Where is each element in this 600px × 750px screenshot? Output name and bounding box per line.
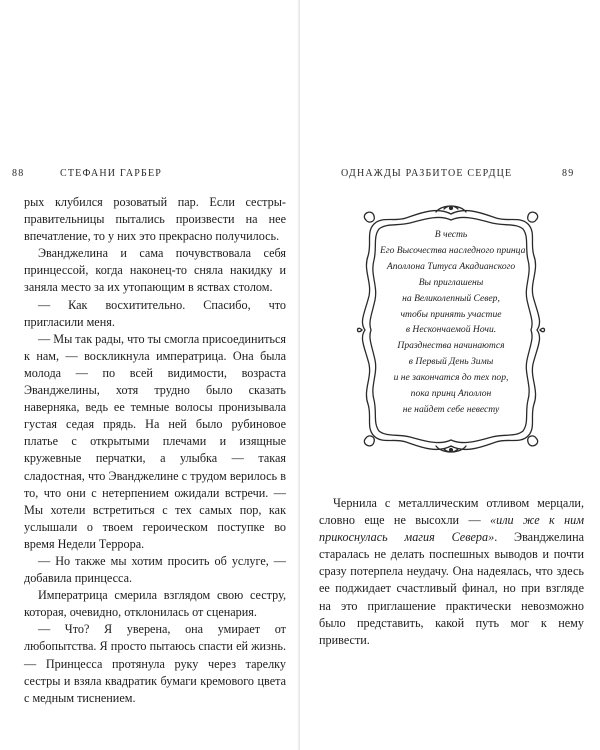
left-page-number: 88 [12,168,25,179]
invitation-line: в Первый День Зимы [408,356,494,368]
right-page-body [319,495,584,649]
invitation-line: Его Высочества наследного принца [380,244,526,256]
right-page [300,0,600,750]
invitation-line: на Великолепный Север, [402,292,500,304]
right-page-number: 89 [562,168,575,179]
invitation-card [356,204,546,454]
paragraph: Императрица смерила взглядом свою сестру, которая, очевидно, отклонилась от сценария. [24,588,286,620]
invitation-text [380,227,526,418]
paragraph: — Но также мы хотим просить об услуге, — добавила принцесса. [24,553,286,586]
left-running-head: СТЕФАНИ ГАРБЕР [60,168,163,179]
paragraph: — Мы так рады, что ты смогла присоединиться к нам, — воскликнула императрица. Она была молода — по всей видимости, возраста Эванджелины, хотя трудно было сказать наверняка, ведь ее темные волосы пронизывала густая седая прядь. На ней было рубиновое платье с открытыми плечами и изящные кружевные перчатки, а улыбка — такая сладостная, что Эванджелине с трудом верилось в то, что они с нетерпением ожидали встречи. — Мы хотели встретиться с тех самых пор, как услышали о твоем героическом поступке во время Недели Террора. [24,331,286,551]
paragraph: — Как восхитительно. Спасибо, что пригласили меня. [24,297,286,329]
left-page-body [24,194,286,707]
paragraph: — Что? Я уверена, она умирает от любопытства. Я просто пытаюсь спасти ей жизнь. — Принцесса протянула руку через тарелку сестры и взяла квадратик бумаги кремового цвета с медным тиснением. [24,622,286,705]
invitation-line: и не закончатся до тех пор, [393,372,509,384]
italic-quote: «или же к ним прикоснулась магия Севера» [319,513,584,545]
invitation-line: чтобы принять участие [400,308,502,320]
invitation-line: Аполлона Титуса Акадианского [386,260,516,272]
invitation-line: не найдет себе невесту [402,403,500,415]
right-running-head: ОДНАЖДЫ РАЗБИТОЕ СЕРДЦЕ [341,168,513,179]
invitation-line: пока принц Аполлон [410,388,492,400]
paragraph-text: . Эванджелина старалась не делать поспешных выводов и почти сразу потерпела неудачу. Она надеялась, что здесь ее поджидает счастливый финал, но при взгляде на это приглашение практически невозможно было представить, какой путь мог к нему привести. [319,530,584,647]
paragraph-text: Чернила с металлическим отливом мерцали, словно еще не высохли — [319,496,584,528]
paragraph [319,495,584,649]
paragraph: Эванджелина и сама почувствовала себя принцессой, когда наконец-то сняла накидку и заняла место за их утопающим в яствах столом. [24,246,286,295]
invitation-line: в Нескончаемой Ночи. [405,324,497,336]
paragraph: рых клубился розоватый пар. Если сестры-правительницы пытались произвести на нее впечатление, то у них это прекрасно получилось. [24,195,286,244]
invitation-line: Вы приглашены [418,276,484,288]
invitation-line: В честь [434,229,468,240]
invitation-line: Празднества начинаются [397,340,505,352]
